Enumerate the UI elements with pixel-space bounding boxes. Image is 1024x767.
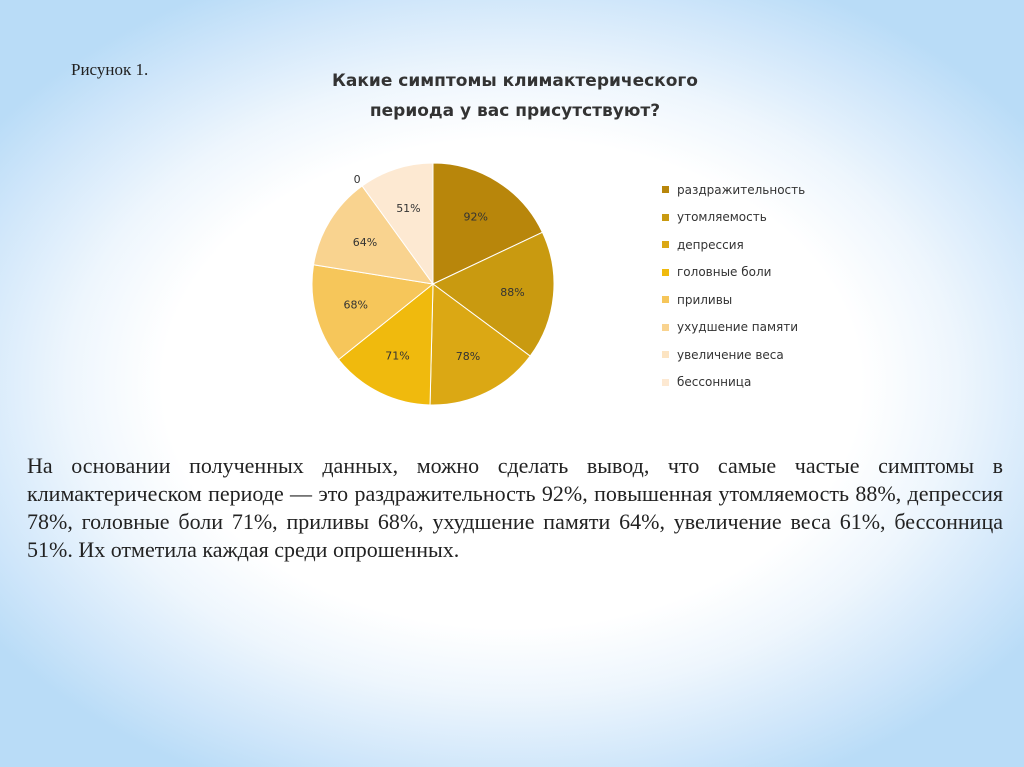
- data-label-1: 88%: [500, 285, 525, 299]
- legend-swatch: [662, 324, 669, 331]
- legend-item: [662, 314, 805, 342]
- legend-label: приливы: [677, 292, 733, 307]
- chart-title: Какие симптомы климактерического периода у вас присутствуют?: [332, 71, 698, 121]
- legend-label: ухудшение памяти: [677, 320, 799, 335]
- legend-swatch: [662, 241, 669, 248]
- legend-label: депрессия: [677, 237, 744, 252]
- legend-item: [662, 231, 805, 259]
- legend-item: [662, 259, 805, 287]
- legend-swatch: [662, 214, 669, 221]
- legend-swatch: [662, 186, 669, 193]
- data-label-5: 64%: [352, 236, 378, 250]
- conclusion-text: На основании полученных данных, можно сделать вывод, что самые частые симптомы в климактерическом периоде — это раздражительность 92%, повышенная утомляемость 88%, депрессия 78%, головные боли 71%, приливы 68%, ухудшение памяти 64%, увеличение веса 61%, бессонница 51%. Их отметила каждая среди опрошенных.: [27, 453, 1003, 562]
- data-label-4: 68%: [343, 298, 369, 312]
- legend-label: раздражительность: [677, 182, 806, 197]
- legend-swatch: [662, 379, 669, 386]
- legend-label: головные боли: [677, 265, 772, 280]
- data-label-2: 78%: [455, 349, 481, 363]
- legend-item: [662, 286, 805, 314]
- chart-legend: [662, 176, 805, 396]
- figure-caption: Рисунок 1.: [71, 60, 149, 79]
- legend-swatch: [662, 296, 669, 303]
- legend-swatch: [662, 269, 669, 276]
- legend-label: утомляемость: [677, 210, 767, 225]
- data-label-6: 0: [353, 173, 361, 187]
- legend-swatch: [662, 351, 669, 358]
- data-label-3: 71%: [385, 349, 410, 363]
- pie-chart: [300, 150, 570, 420]
- legend-item: [662, 204, 805, 232]
- data-label-7: 51%: [396, 202, 421, 216]
- legend-item: [662, 176, 805, 204]
- legend-label: бессонница: [677, 375, 752, 390]
- legend-item: [662, 341, 805, 369]
- legend-label: увеличение веса: [677, 347, 784, 362]
- data-label-0: 92%: [463, 210, 488, 224]
- legend-item: [662, 369, 805, 397]
